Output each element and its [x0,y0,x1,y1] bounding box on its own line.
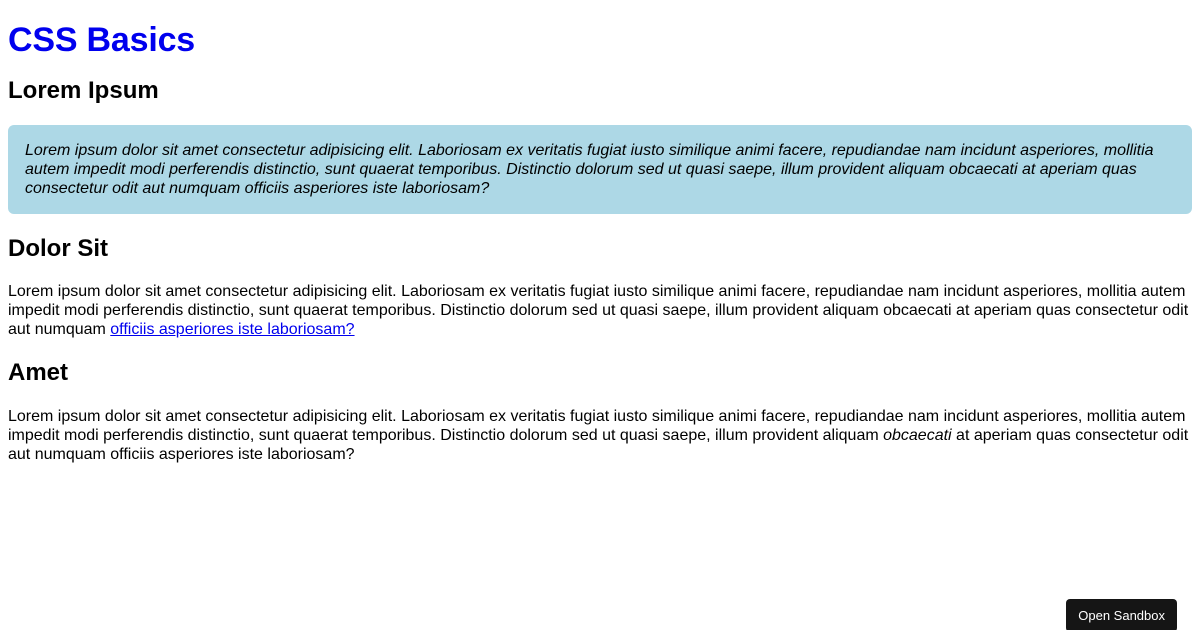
amet-text-end: at aperiam quas consectetur odit aut numquam officiis asperiores iste laboriosam? [8,427,1189,463]
section-heading-dolor-sit: Dolor Sit [8,235,108,262]
callout-text: Lorem ipsum dolor sit amet consectetur adipisicing elit. Laboriosam ex veritatis fugiat iusto similique animi facere, repudiandae nam incidunt asperiores, mollitia autem impedit modi perferendis distinctio, sunt quaerat temporibus. Distinctio dolorum sed ut quasi saepe, illum provident aliquam obcaecati at aperiam quas consectetur odit aut numquam officiis asperiores iste laboriosam? [25,142,1154,197]
section-heading-lorem-ipsum: Lorem Ipsum [8,77,159,104]
callout-box [8,125,1192,214]
open-sandbox-button[interactable]: Open Sandbox [1066,599,1177,630]
page-title: CSS Basics [8,21,195,59]
amet-text-start: Lorem ipsum dolor sit amet consectetur adipisicing elit. Laboriosam ex veritatis fugiat iusto similique animi facere, repudiandae nam incidunt asperiores, mollitia autem impedit modi perferendis distinctio, sunt quaerat temporibus. Distinctio dolorum sed ut quasi saepe, illum provident aliquam [8,408,1186,444]
section-heading-amet: Amet [8,359,69,386]
amet-paragraph [8,407,1192,464]
dolor-sit-paragraph [8,282,1192,339]
amet-emphasis: obcaecati [883,427,952,444]
page-content [0,21,1200,464]
dolor-sit-text: Lorem ipsum dolor sit amet consectetur adipisicing elit. Laboriosam ex veritatis fugiat iusto similique animi facere, repudiandae nam incidunt asperiores, mollitia autem impedit modi perferendis distinctio, sunt quaerat temporibus. Distinctio dolorum sed ut quasi saepe, illum provident aliquam obcaecati at aperiam quas consectetur odit aut numquam [8,283,1189,338]
officiis-link[interactable]: officiis asperiores iste laboriosam? [110,321,355,338]
